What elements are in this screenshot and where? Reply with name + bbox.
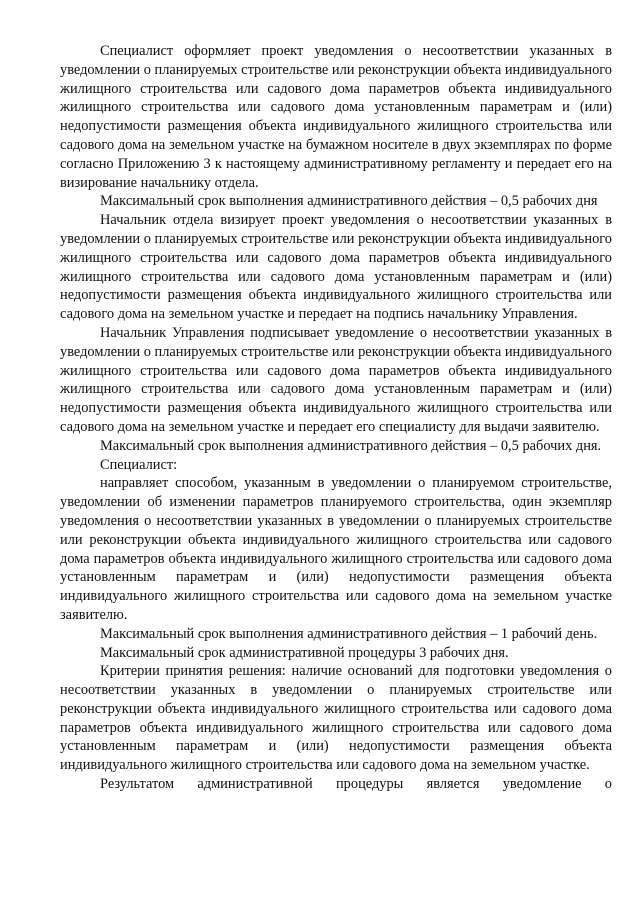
paragraph-head-of-administration: Начальник Управления подписывает уведомление о несоответствии указанных в уведомлении о планируемых строительстве или реконструкции объекта индивидуального жилищного строительства или садового дома параметров объекта индивидуального жилищного строительства или садового дома установленным параметрам и (или) недопустимости размещения объекта индивидуального жилищного строительства или садового дома на земельном участке и передает его специалисту для выдачи заявителю. [60,324,612,435]
paragraph-deadline-3: Максимальный срок выполнения административного действия – 1 рабочий день. [100,625,598,642]
paragraph-specialist-draft: Специалист оформляет проект уведомления о несоответствии указанных в уведомлении о планируемых строительстве или реконструкции объекта индивидуального жилищного строительства или садового дома параметров объекта индивидуального жилищного строительства или садового дома установленным параметрам и (или) недопустимости размещения объекта индивидуального жилищного строительства или садового дома на земельном участке на бумажном носителе в двух экземплярах по форме согласно Приложению 3 к настоящему административному регламенту и передает его на визирование начальнику отдела. [60,43,612,191]
paragraph-procedure-deadline: Максимальный срок административной процедуры 3 рабочих дня. [100,644,509,661]
paragraph-decision-criteria: Критерии принятия решения: наличие оснований для подготовки уведомления о несоответствии указанных в уведомлении о планируемых строительстве или реконструкции объекта индивидуального жилищного строительства или садового дома параметров объекта индивидуального жилищного строительства или садового дома установленным параметрам и (или) недопустимости размещения объекта индивидуального жилищного строительства или садового дома на земельном участке. [60,663,612,774]
paragraph-deadline-1: Максимальный срок выполнения административного действия – 0,5 рабочих дня [100,193,598,210]
paragraph-head-of-department: Начальник отдела визирует проект уведомления о несоответствии указанных в уведомлении о планируемых строительстве или реконструкции объекта индивидуального жилищного строительства или садового дома параметров объекта индивидуального жилищного строительства или садового дома установленным параметрам и (или) недопустимости размещения объекта индивидуального жилищного строительства или садового дома на земельном участке и передает на подпись начальнику Управления. [60,212,612,323]
paragraph-sends-notice: направляет способом, указанным в уведомлении о планируемом строительстве, уведомлении об изменении параметров планируемого строительства, один экземпляр уведомления о несоответствии указанных в уведомлении о планируемых строительстве или реконструкции объекта индивидуального жилищного строительства или садового дома параметров объекта индивидуального жилищного строительства или садового дома установленным параметрам и (или) недопустимости размещения объекта индивидуального жилищного строительства или садового дома на земельном участке заявителю. [60,475,612,623]
document-page [60,42,612,794]
paragraph-specialist-label: Специалист: [100,456,178,473]
paragraph-result: Результатом административной процедуры является уведомление о [100,776,612,793]
paragraph-deadline-2: Максимальный срок выполнения административного действия – 0,5 рабочих дня. [100,437,602,454]
